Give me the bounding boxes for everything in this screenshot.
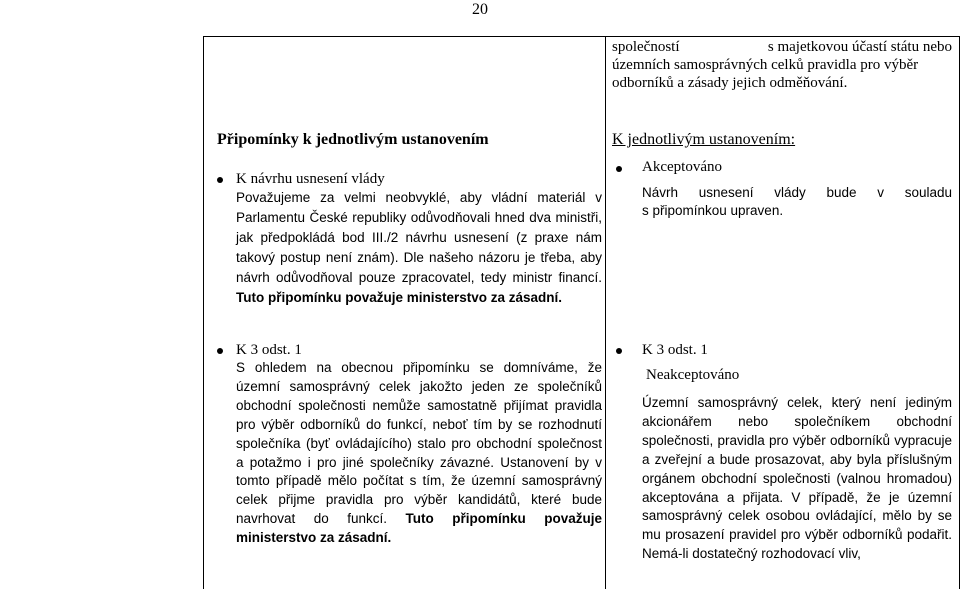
bullet-icon [616, 348, 622, 354]
table-top-border [203, 36, 960, 37]
right-heading: K jednotlivým ustanovením: [612, 131, 796, 148]
right-item-2 [642, 341, 952, 564]
left-item-1-text [236, 188, 602, 308]
table-left-border [203, 36, 204, 589]
bullet-icon [217, 177, 223, 183]
left-item-1 [236, 170, 602, 308]
table-column-divider [605, 36, 606, 589]
bullet-icon [217, 348, 223, 354]
left-item-1-bold: Tuto připomínku považuje ministerstvo za zásadní. [236, 290, 563, 305]
right-item-1-text-a: Návrh usnesení vlády bude v souladu [642, 185, 952, 200]
left-item-2 [236, 341, 602, 548]
left-heading: Připomínky k jednotlivým ustanovením [217, 131, 489, 148]
continuation-line2: územních samosprávných celků pravidla pro výběr [612, 57, 919, 73]
right-item-2-text: Územní samosprávný celek, který není jediným akcionářem nebo společníkem obchodní společnosti, pravidla pro výběr odborníků vypracuje a zveřejní a bude prosazovat, aby byla příslušným orgánem obchodní společnosti (valnou hromadou) akceptována a přijata. V případě, že je územní samosprávný celek osobou ovládající, mělo by se mu prosazení pravidel pro výběr odborníků podařit. Nemá-li dostatečný rozhodovací vliv, [642, 395, 952, 562]
right-top-continuation [612, 38, 952, 92]
continuation-line1-b: s majetkovou účastí státu nebo [767, 39, 952, 55]
left-item-1-title: K návrhu usnesení vlády [236, 171, 385, 187]
right-item-1 [642, 158, 952, 220]
right-item-1-text-b: s připomínkou upraven. [642, 203, 784, 218]
page-number: 20 [472, 1, 488, 18]
right-item-1-status: Akceptováno [642, 159, 722, 175]
left-item-1-body: Považujeme za velmi neobvyklé, aby vládní materiál v Parlamentu České republiky odůvodňovali hned dva ministři, jak předpokládá bod III./2 návrhu usnesení (z praxe nám takový postup není znám). Dle našeho názoru je třeba, aby návrh odůvodňoval pouze zpracovatel, tedy ministr financí. [236, 190, 602, 285]
left-item-2-text [236, 359, 602, 548]
right-item-2-title: K 3 odst. 1 [642, 342, 708, 358]
right-item-2-status: Neakceptováno [646, 367, 740, 383]
left-item-2-bold: Tuto připomínku považuje ministerstvo za zásadní. [236, 511, 602, 546]
continuation-line3: odborníků a zásady jejich odměňování. [612, 75, 848, 91]
left-item-2-title: K 3 odst. 1 [236, 342, 302, 358]
continuation-line1-a: společností [612, 39, 680, 55]
left-item-2-body: S ohledem na obecnou připomínku se domníváme, že územní samosprávný celek jakožto jeden ze společníků obchodní společnosti nemůže samostatně přijímat pravidla pro výběr odborníků do funkcí, neboť tím by se rozhodnutí společníka (byť ovládajícího) stalo pro obchodní společnost a potažmo i pro jiné společníky závazné. Ustanovení by v tomto případě mělo počítat s tím, že územní samosprávný celek přijme pravidla pro výběr kandidátů, které bude navrhovat do funkcí. [236, 360, 602, 527]
right-item-1-text-a-row [642, 184, 952, 202]
bullet-icon [616, 166, 622, 172]
